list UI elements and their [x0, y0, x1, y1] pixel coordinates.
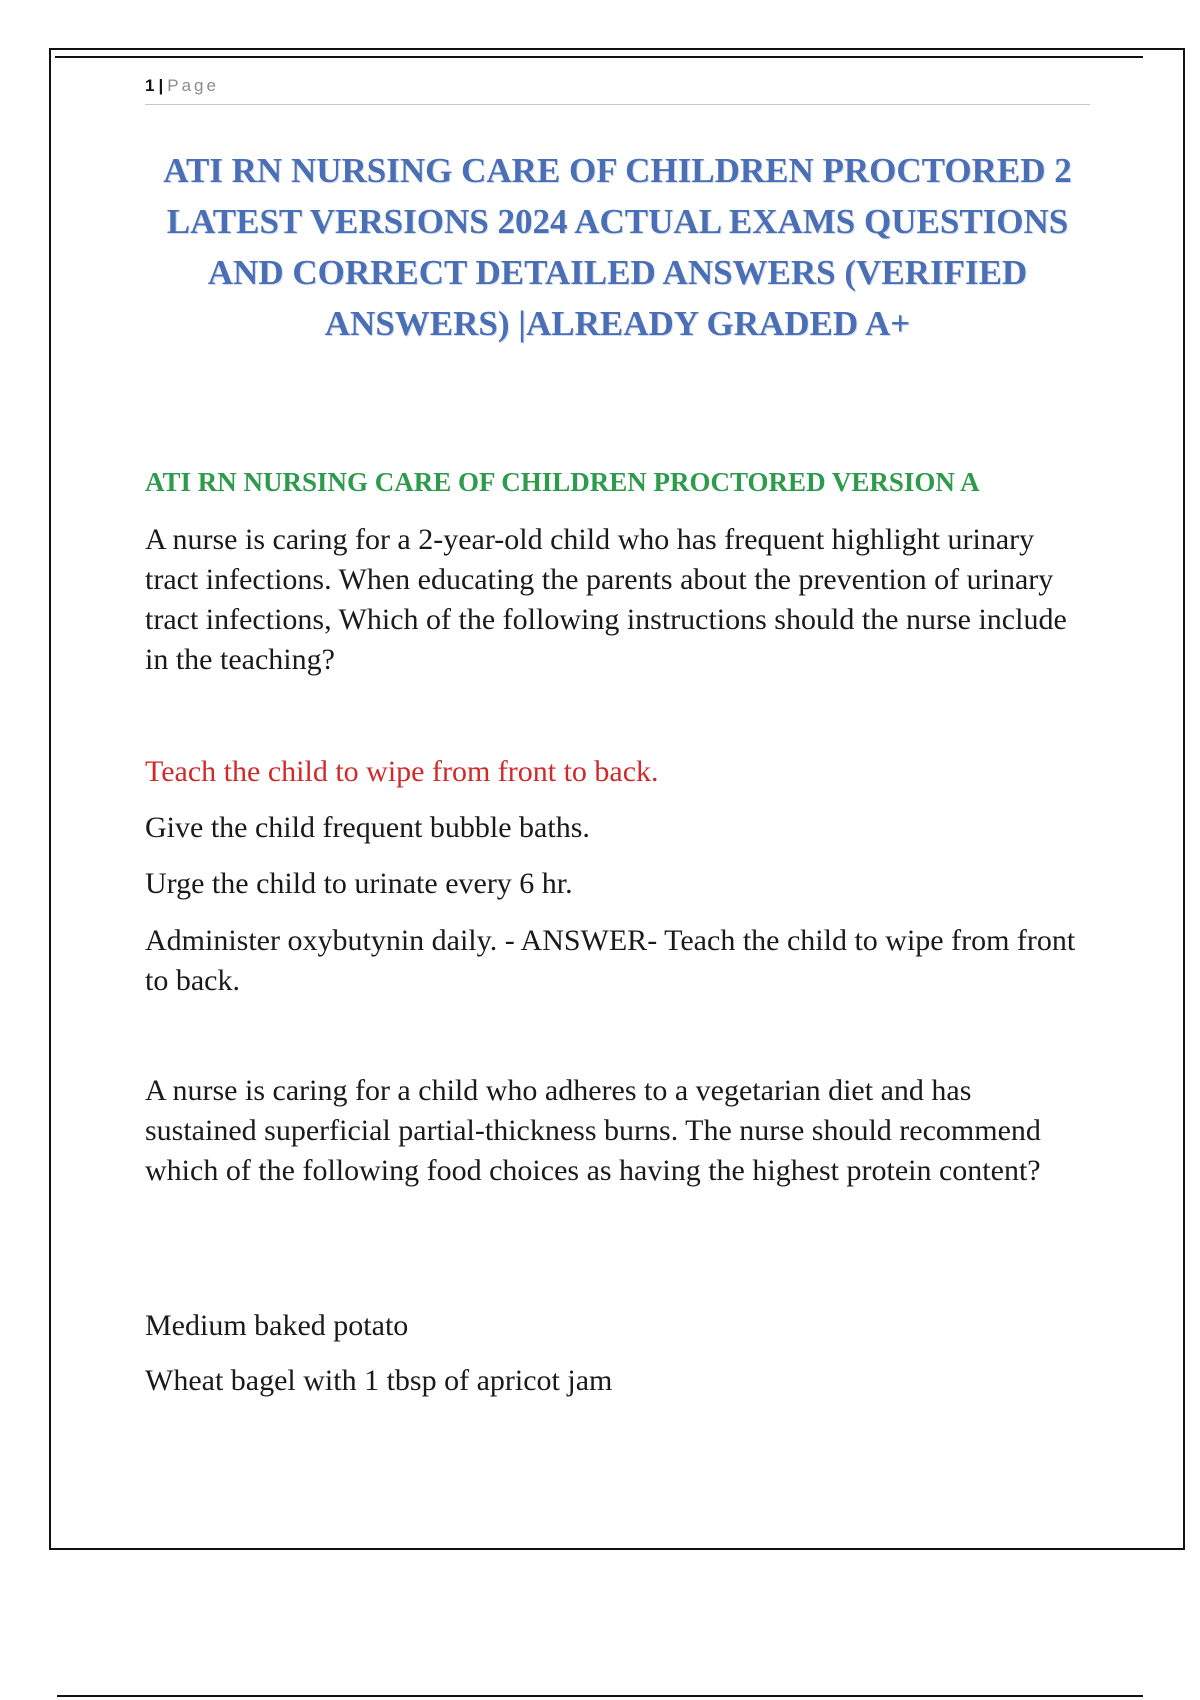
- section-heading: ATI RN NURSING CARE OF CHILDREN PROCTORED VERSION A: [145, 467, 980, 497]
- question-1-text: A nurse is caring for a 2-year-old child who has frequent highlight urinary tract infections. When educating the parents about the prevention of urinary tract infections, Which of the following instructions should the nurse include in the teaching?: [145, 523, 1067, 676]
- question-1-option-with-answer: Administer oxybutynin daily. - ANSWER- Teach the child to wipe from front to back.: [145, 924, 1076, 997]
- document-title: ATI RN NURSING CARE OF CHILDREN PROCTORED 2 LATEST VERSIONS 2024 ACTUAL EXAMS QUESTIONS AND CORRECT DETAILED ANSWERS (VERIFIED ANSWERS) |ALREADY GRADED A+: [163, 151, 1072, 343]
- top-rule: [55, 56, 1143, 58]
- question-2-option: Medium baked potato: [145, 1309, 409, 1342]
- question-1-correct-option: Teach the child to wipe from front to back.: [145, 755, 659, 788]
- question-2-text: A nurse is caring for a child who adheres to a vegetarian diet and has sustained superficial partial-thickness burns. The nurse should recommend which of the following food choices as having the highest protein content?: [145, 1074, 1041, 1187]
- bottom-rule: [57, 1695, 1143, 1697]
- question-2-option: Wheat bagel with 1 tbsp of apricot jam: [145, 1364, 613, 1397]
- page-label: Page: [167, 76, 219, 95]
- page-number: 1: [145, 76, 155, 95]
- question-1-option: Urge the child to urinate every 6 hr.: [145, 867, 573, 900]
- question-1-option: Give the child frequent bubble baths.: [145, 811, 590, 844]
- page-separator: |: [158, 76, 164, 95]
- page-header: [145, 74, 1090, 105]
